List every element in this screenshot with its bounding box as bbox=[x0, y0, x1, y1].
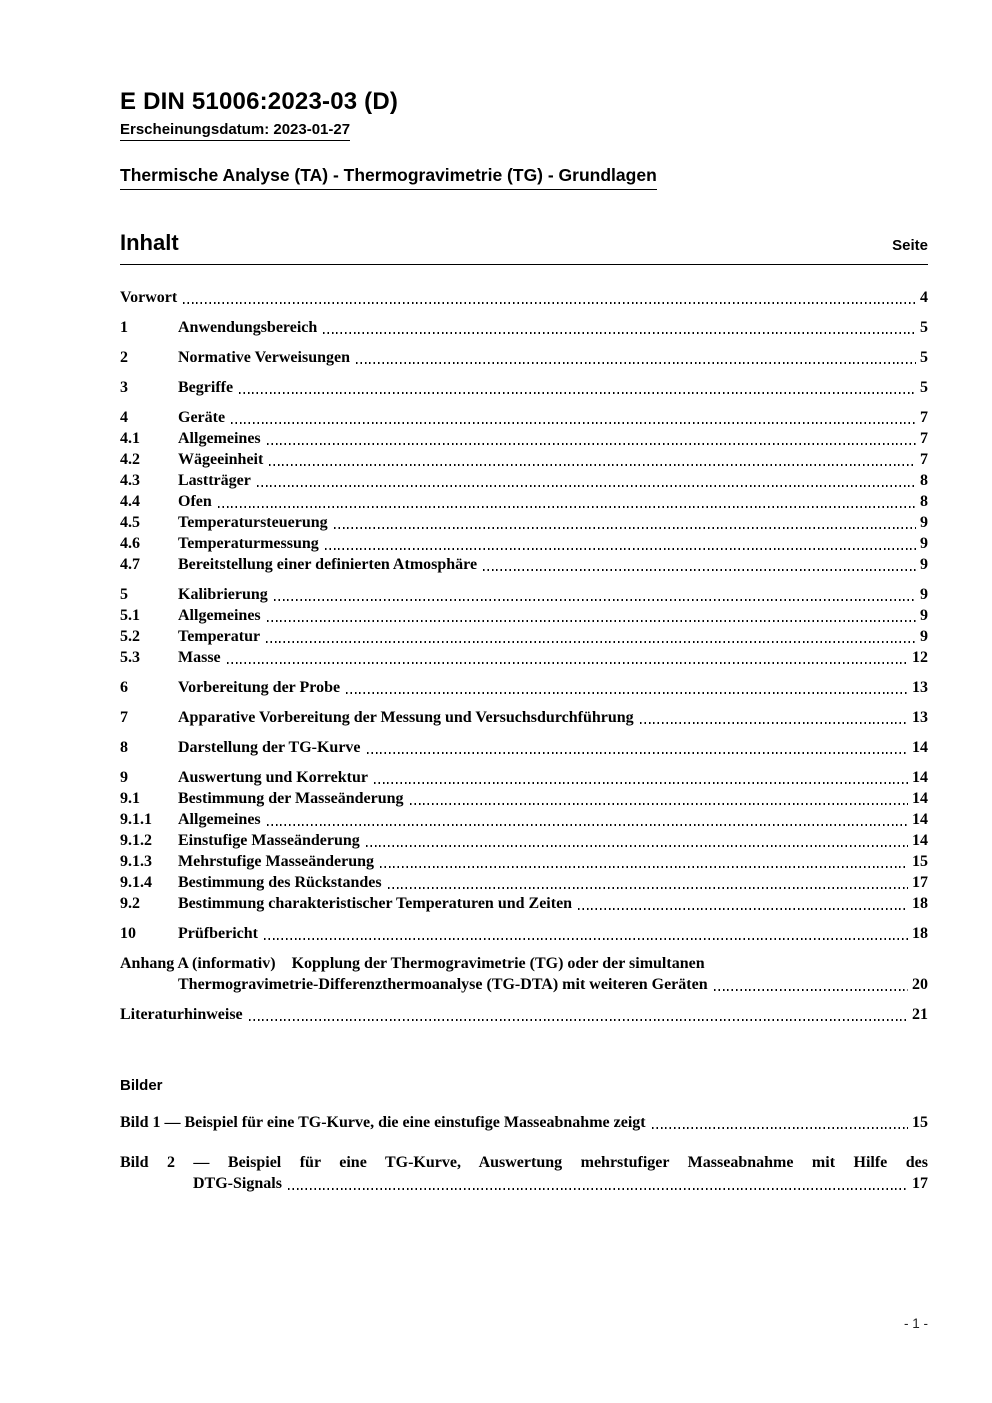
toc-group bbox=[120, 584, 928, 668]
toc-entry bbox=[120, 377, 928, 398]
page-column-label: Seite bbox=[892, 237, 928, 254]
toc-entry-page: 12 bbox=[912, 649, 928, 666]
toc-group bbox=[120, 923, 928, 944]
toc-entry-number: 4.2 bbox=[120, 451, 140, 468]
toc-entry-title: Wägeeinheit bbox=[178, 451, 264, 468]
toc-leader-dots bbox=[410, 803, 909, 805]
toc-entry-title: Kalibrierung bbox=[178, 586, 268, 603]
toc-entry-number: 9.1.3 bbox=[120, 853, 152, 870]
toc-entry-number: 9 bbox=[120, 769, 128, 786]
toc-entry-title: Literaturhinweise bbox=[120, 1006, 243, 1023]
toc-entry-title: Anhang A (informativ) Kopplung der Thermogravimetrie (TG) oder der simultanen bbox=[120, 955, 705, 972]
toc-entry-number: 9.2 bbox=[120, 895, 140, 912]
toc-entry-page: 18 bbox=[912, 925, 928, 942]
toc-leader-dots bbox=[266, 641, 916, 643]
toc-entry-number: 1 bbox=[120, 319, 128, 336]
toc-entry-page: 14 bbox=[912, 811, 928, 828]
toc-leader-dots bbox=[231, 422, 916, 424]
toc-leader-dots bbox=[483, 569, 916, 571]
toc-entry bbox=[120, 491, 928, 512]
toc-entry bbox=[120, 533, 928, 554]
toc-entry-number: 5.2 bbox=[120, 628, 140, 645]
toc-entry bbox=[120, 767, 928, 788]
toc-entry-number: 9.1.1 bbox=[120, 811, 152, 828]
toc-leader-dots bbox=[346, 692, 908, 694]
toc-entry-page: 9 bbox=[920, 586, 928, 603]
toc-entry-title: Lastträger bbox=[178, 472, 251, 489]
toc-entry-number: 4.7 bbox=[120, 556, 140, 573]
toc-leader-dots bbox=[323, 332, 916, 334]
toc-entry-page: 8 bbox=[920, 493, 928, 510]
toc-entry-number: 10 bbox=[120, 925, 136, 942]
toc-entry-page: 9 bbox=[920, 514, 928, 531]
toc-entry-title: Masse bbox=[178, 649, 221, 666]
toc-entry-page: 8 bbox=[920, 472, 928, 489]
toc-entry bbox=[120, 923, 928, 944]
toc-leader-dots bbox=[267, 824, 908, 826]
toc-divider-rule bbox=[120, 264, 928, 265]
toc-entry bbox=[120, 677, 928, 698]
toc-leader-dots bbox=[325, 548, 916, 550]
toc-entry bbox=[120, 554, 928, 575]
toc-entry bbox=[120, 953, 928, 974]
toc-entry-number: 8 bbox=[120, 739, 128, 756]
toc-group bbox=[120, 953, 928, 995]
toc-entry-title: Normative Verweisungen bbox=[178, 349, 350, 366]
toc-leader-dots bbox=[356, 362, 916, 364]
toc-leader-dots bbox=[218, 506, 916, 508]
toc-entry bbox=[120, 974, 928, 995]
toc-entry-page: 5 bbox=[920, 319, 928, 336]
toc-entry-title: Ofen bbox=[178, 493, 212, 510]
toc-leader-dots bbox=[249, 1019, 908, 1021]
toc-entry-page: 9 bbox=[920, 628, 928, 645]
toc-group bbox=[120, 677, 928, 698]
toc-entry-number: 2 bbox=[120, 349, 128, 366]
toc-entry-title: Allgemeines bbox=[178, 607, 261, 624]
toc-entry bbox=[120, 428, 928, 449]
toc-entry-page: 14 bbox=[912, 739, 928, 756]
toc-leader-dots bbox=[227, 662, 908, 664]
figure-entry bbox=[120, 1152, 928, 1194]
figure-entry-title: DTG-Signals bbox=[193, 1175, 282, 1192]
toc-entry-number: 5.1 bbox=[120, 607, 140, 624]
toc-leader-dots bbox=[269, 464, 916, 466]
figure-entry-line bbox=[120, 1173, 928, 1194]
toc-entry-title: Temperatur bbox=[178, 628, 261, 645]
toc-group bbox=[120, 707, 928, 728]
toc-entry-title: Vorwort bbox=[120, 289, 178, 306]
toc-entry bbox=[120, 470, 928, 491]
figure-entry-title: Bild 1 — Beispiel für eine TG-Kurve, die eine einstufige Masseabnahme zeigt bbox=[120, 1114, 646, 1131]
toc-leader-dots bbox=[274, 599, 916, 601]
toc-entry-page: 14 bbox=[912, 790, 928, 807]
toc-leader-dots bbox=[267, 620, 916, 622]
toc-entry bbox=[120, 707, 928, 728]
toc-entry-number: 4.5 bbox=[120, 514, 140, 531]
toc-entry bbox=[120, 788, 928, 809]
toc-entry-page: 13 bbox=[912, 709, 928, 726]
toc-group bbox=[120, 767, 928, 914]
toc-entry-title: Bestimmung charakteristischer Temperaturen und Zeiten bbox=[178, 895, 573, 912]
toc-entry-page: 18 bbox=[912, 895, 928, 912]
toc-entry bbox=[120, 287, 928, 308]
toc-entry-page: 9 bbox=[920, 535, 928, 552]
toc-entry bbox=[120, 512, 928, 533]
toc-entry bbox=[120, 407, 928, 428]
toc-entry bbox=[120, 347, 928, 368]
toc-entry-page: 21 bbox=[912, 1006, 928, 1023]
figure-entry-line bbox=[120, 1112, 928, 1133]
toc-group bbox=[120, 407, 928, 575]
toc-entry-title: Anwendungsbereich bbox=[178, 319, 318, 336]
document-title: Thermische Analyse (TA) - Thermogravimetrie (TG) - Grundlagen bbox=[120, 165, 657, 190]
toc-group bbox=[120, 377, 928, 398]
toc-entry-page: 7 bbox=[920, 451, 928, 468]
toc-entry-title: Allgemeines bbox=[178, 430, 261, 447]
toc-group bbox=[120, 287, 928, 308]
toc-group bbox=[120, 317, 928, 338]
toc-entry-title: Begriffe bbox=[178, 379, 234, 396]
toc-entry-page: 5 bbox=[920, 379, 928, 396]
document-header bbox=[120, 88, 928, 190]
toc-entry-title: Geräte bbox=[178, 409, 226, 426]
toc-group bbox=[120, 737, 928, 758]
toc-entry bbox=[120, 893, 928, 914]
toc-entry-page: 9 bbox=[920, 607, 928, 624]
toc-entry bbox=[120, 605, 928, 626]
toc-leader-dots bbox=[183, 302, 916, 304]
toc-entry-title: Darstellung der TG-Kurve bbox=[178, 739, 361, 756]
toc-group bbox=[120, 1004, 928, 1025]
toc-entry bbox=[120, 737, 928, 758]
toc-entry-page: 20 bbox=[912, 976, 928, 993]
figure-entry-page: 17 bbox=[912, 1175, 928, 1192]
toc-entry-page: 5 bbox=[920, 349, 928, 366]
toc-entry-page: 7 bbox=[920, 430, 928, 447]
toc-entry-number: 4.1 bbox=[120, 430, 140, 447]
toc-entry-title: Bestimmung der Masseänderung bbox=[178, 790, 404, 807]
toc-entry-number: 4.6 bbox=[120, 535, 140, 552]
toc-leader-dots bbox=[388, 887, 908, 889]
toc-entry bbox=[120, 851, 928, 872]
figure-entry-title: Bild 2 — Beispiel für eine TG-Kurve, Auswertung mehrstufiger Masseabnahme mit Hilfe des bbox=[120, 1154, 928, 1171]
toc-leader-dots bbox=[366, 845, 908, 847]
toc-entry-number: 7 bbox=[120, 709, 128, 726]
toc-entry-number: 3 bbox=[120, 379, 128, 396]
toc-entry-number: 4.4 bbox=[120, 493, 140, 510]
toc-entry-number: 9.1 bbox=[120, 790, 140, 807]
toc-entry-title: Auswertung und Korrektur bbox=[178, 769, 368, 786]
document-number: E DIN 51006:2023-03 (D) bbox=[120, 88, 399, 115]
toc-leader-dots bbox=[334, 527, 916, 529]
toc-entry-title: Temperatursteuerung bbox=[178, 514, 328, 531]
toc-leader-dots bbox=[578, 908, 908, 910]
toc-entry-title: Bestimmung des Rückstandes bbox=[178, 874, 382, 891]
toc-leader-dots bbox=[239, 392, 916, 394]
toc-list bbox=[120, 287, 928, 1025]
toc-entry-title: Einstufige Masseänderung bbox=[178, 832, 360, 849]
toc-entry-number: 5 bbox=[120, 586, 128, 603]
toc-entry-title: Temperaturmessung bbox=[178, 535, 319, 552]
toc-entry bbox=[120, 449, 928, 470]
toc-leader-dots bbox=[374, 782, 908, 784]
toc-entry bbox=[120, 584, 928, 605]
toc-entry bbox=[120, 809, 928, 830]
toc-entry-title: Allgemeines bbox=[178, 811, 261, 828]
toc-leader-dots bbox=[380, 866, 908, 868]
toc-entry-number: 5.3 bbox=[120, 649, 140, 666]
toc-entry-title: Apparative Vorbereitung der Messung und Versuchsdurchführung bbox=[178, 709, 634, 726]
toc-entry-title: Mehrstufige Masseänderung bbox=[178, 853, 374, 870]
toc-entry-title: Thermogravimetrie-Differenzthermoanalyse (TG-DTA) mit weiteren Geräten bbox=[178, 976, 708, 993]
toc-leader-dots bbox=[714, 989, 908, 991]
page-content bbox=[120, 88, 928, 1213]
release-date: Erscheinungsdatum: 2023-01-27 bbox=[120, 121, 350, 141]
toc-group bbox=[120, 347, 928, 368]
toc-entry-number: 4 bbox=[120, 409, 128, 426]
toc-entry bbox=[120, 647, 928, 668]
toc-entry-title: Vorbereitung der Probe bbox=[178, 679, 341, 696]
toc-entry-page: 7 bbox=[920, 409, 928, 426]
toc-entry-page: 14 bbox=[912, 832, 928, 849]
toc-heading: Inhalt bbox=[120, 230, 179, 255]
page-number-indicator: - 1 - bbox=[903, 1316, 928, 1331]
toc-entry-title: Prüfbericht bbox=[178, 925, 258, 942]
toc-entry bbox=[120, 317, 928, 338]
toc-entry-page: 4 bbox=[920, 289, 928, 306]
toc-leader-dots bbox=[640, 722, 908, 724]
toc-leader-dots bbox=[267, 443, 916, 445]
toc-entry bbox=[120, 872, 928, 893]
toc-entry-page: 14 bbox=[912, 769, 928, 786]
toc-entry bbox=[120, 830, 928, 851]
toc-header bbox=[120, 230, 928, 256]
toc-entry-page: 15 bbox=[912, 853, 928, 870]
toc-entry bbox=[120, 1004, 928, 1025]
toc-leader-dots bbox=[288, 1188, 908, 1190]
toc-leader-dots bbox=[257, 485, 916, 487]
figure-entry bbox=[120, 1112, 928, 1133]
toc-entry-number: 9.1.4 bbox=[120, 874, 152, 891]
toc-entry bbox=[120, 626, 928, 647]
toc-entry-title: Bereitstellung einer definierten Atmosphäre bbox=[178, 556, 478, 573]
figures-list bbox=[120, 1112, 928, 1194]
toc-entry-number: 6 bbox=[120, 679, 128, 696]
figures-heading: Bilder bbox=[120, 1077, 163, 1094]
toc-entry-number: 4.3 bbox=[120, 472, 140, 489]
toc-entry-page: 17 bbox=[912, 874, 928, 891]
toc-entry-number: 9.1.2 bbox=[120, 832, 152, 849]
toc-leader-dots bbox=[264, 938, 908, 940]
figure-entry-page: 15 bbox=[912, 1114, 928, 1131]
toc-entry-page: 9 bbox=[920, 556, 928, 573]
toc-entry-page: 13 bbox=[912, 679, 928, 696]
toc-leader-dots bbox=[652, 1127, 908, 1129]
toc-leader-dots bbox=[367, 752, 908, 754]
